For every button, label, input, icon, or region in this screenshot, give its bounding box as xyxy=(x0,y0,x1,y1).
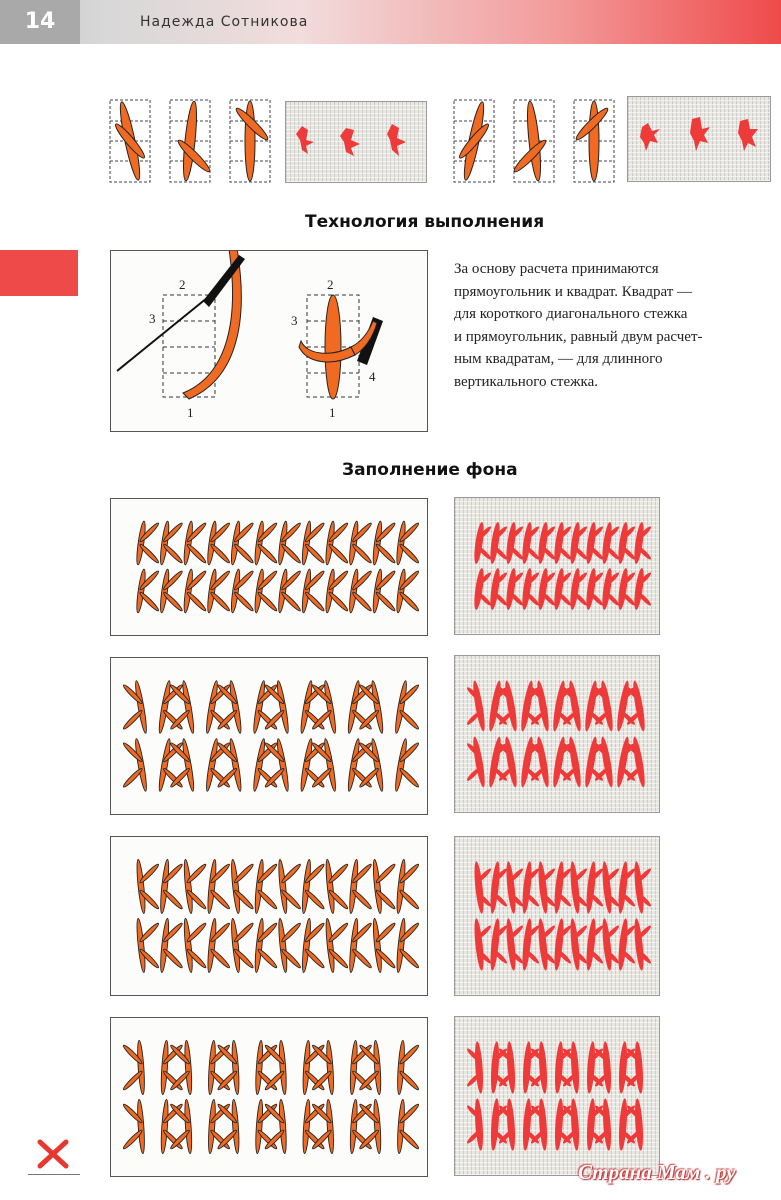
left-diagram-label-1: 1 xyxy=(187,405,194,420)
technology-description xyxy=(454,258,754,393)
fabric-sample-top-1 xyxy=(285,101,427,183)
pattern-diagram-3 xyxy=(110,836,428,996)
pattern-diagram-4 xyxy=(110,1017,428,1177)
right-diagram-label-4: 4 xyxy=(369,369,376,384)
fabric-sample-2 xyxy=(454,655,660,813)
description-line: вертикального стежка. xyxy=(454,373,598,390)
pattern-diagram-1 xyxy=(110,498,428,636)
top-stitch-diagrams-right xyxy=(452,98,620,184)
left-diagram-label-3: 3 xyxy=(149,311,156,326)
right-diagram-label-2: 2 xyxy=(327,277,334,292)
fabric-sample-3 xyxy=(454,836,660,996)
right-diagram-label-3: 3 xyxy=(291,313,298,328)
description-line: для короткого диагонального стежка xyxy=(454,306,688,322)
description-line: прямоугольник и квадрат. Квадрат — xyxy=(454,283,693,300)
pattern-diagram-2 xyxy=(110,657,428,815)
cross-icon xyxy=(36,1136,70,1172)
top-stitch-diagrams-left xyxy=(108,98,276,184)
fabric-sample-top-2 xyxy=(627,96,771,182)
footer-rule xyxy=(28,1174,80,1175)
side-tab xyxy=(0,250,78,296)
fabric-sample-1 xyxy=(454,497,660,635)
technology-diagram-panel xyxy=(110,250,428,432)
left-diagram-label-2: 2 xyxy=(179,277,186,292)
fabric-sample-4 xyxy=(454,1016,660,1176)
watermark: Страна Мам . ру xyxy=(578,1160,736,1184)
description-line: ным квадратам, — для длинного xyxy=(454,351,663,367)
right-diagram-label-1: 1 xyxy=(329,405,336,420)
header-bar xyxy=(0,0,781,44)
description-line: и прямоугольник, равный двум расчет- xyxy=(454,328,703,345)
description-line: За основу расчета принимаются xyxy=(454,261,659,277)
section-title-technology: Технология выполнения xyxy=(305,212,545,232)
author-name: Надежда Сотникова xyxy=(140,14,309,30)
section-title-background: Заполнение фона xyxy=(342,460,518,480)
page-number: 14 xyxy=(0,0,80,44)
